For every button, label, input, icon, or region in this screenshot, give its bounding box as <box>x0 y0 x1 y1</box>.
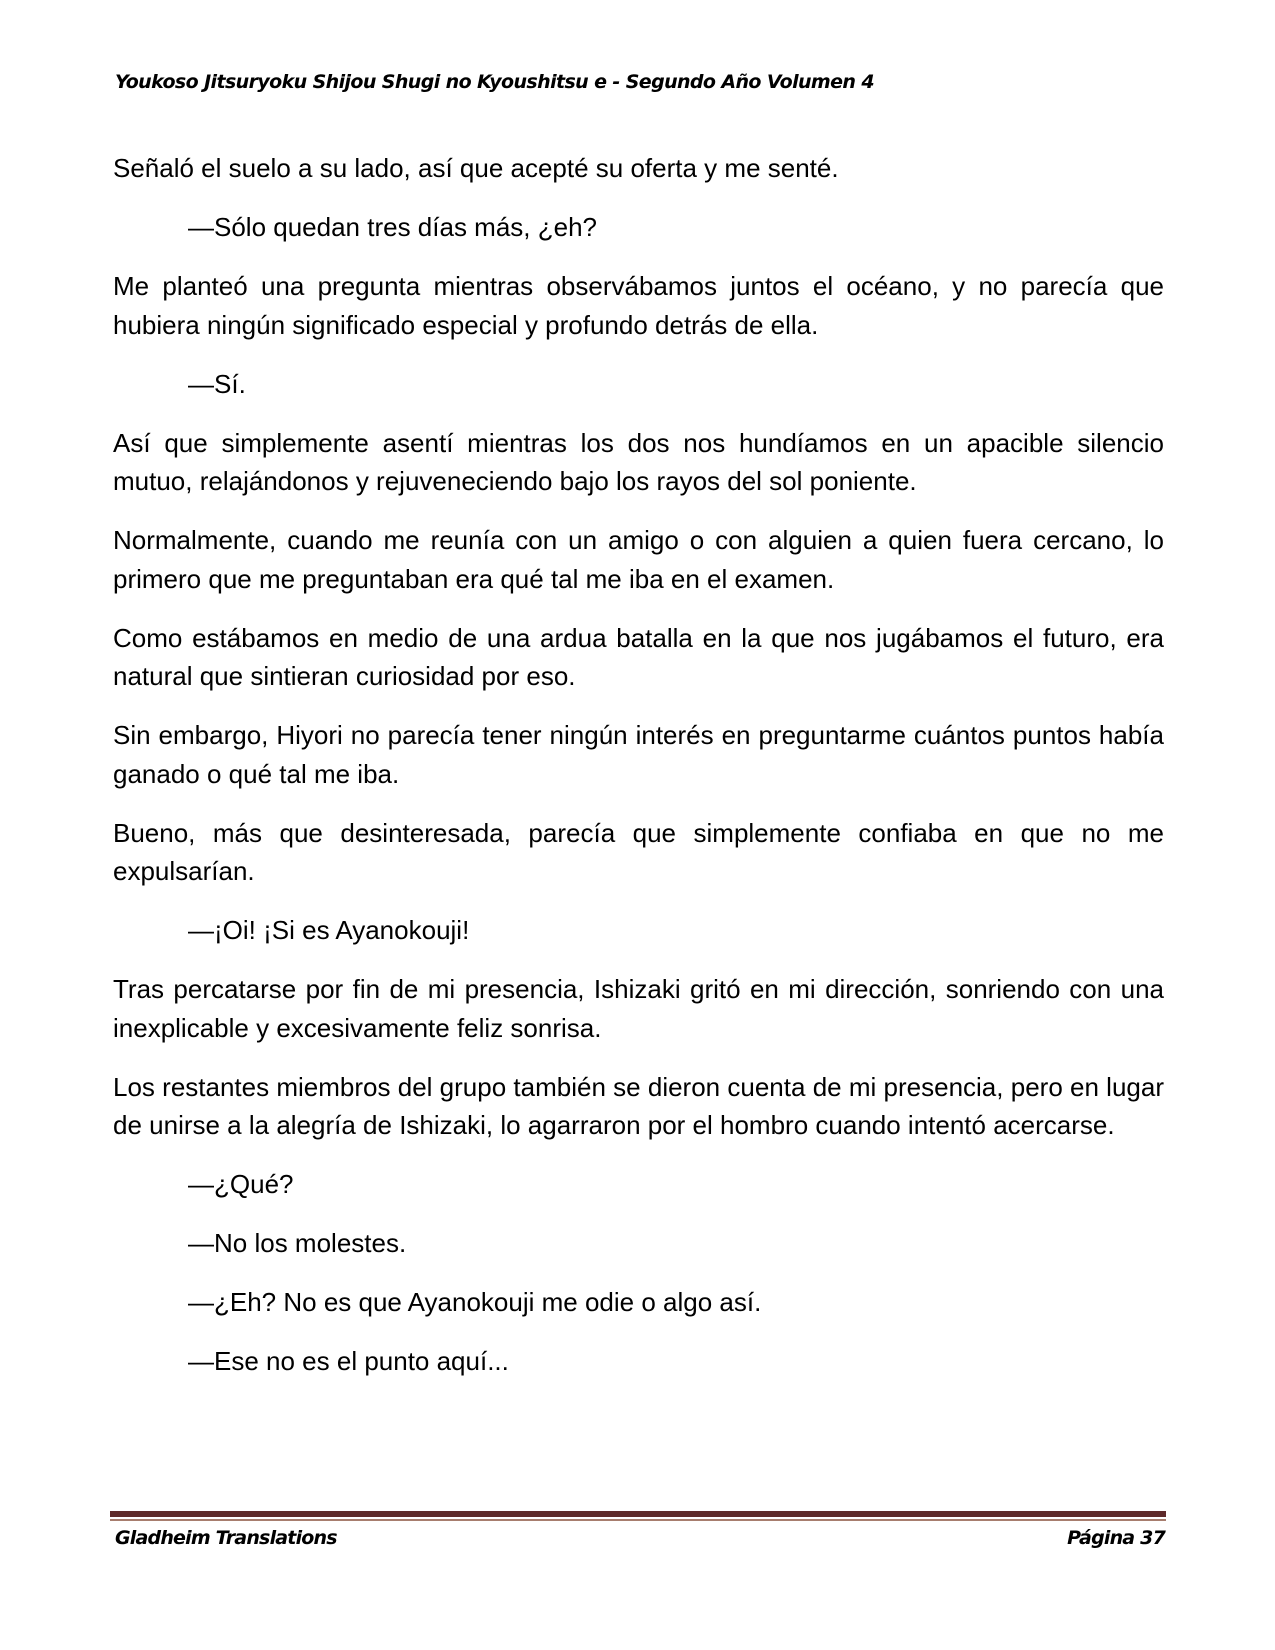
dialogue-line: —¿Eh? No es que Ayanokouji me odie o algo así. <box>188 1287 762 1317</box>
dialogue-line: —Ese no es el punto aquí... <box>188 1346 509 1376</box>
paragraph: Sin embargo, Hiyori no parecía tener ningún interés en preguntarme cuántos puntos había ganado o qué tal me iba. <box>113 720 1164 789</box>
paragraph: Como estábamos en medio de una ardua batalla en la que nos jugábamos el futuro, era natural que sintieran curiosidad por eso. <box>113 622 1164 691</box>
paragraph: Los restantes miembros del grupo también se dieron cuenta de mi presencia, pero en lugar de unirse a la alegría de Ishizaki, lo agarraron por el hombro cuando intentó acercarse. <box>113 1071 1164 1140</box>
page-body <box>113 149 1164 1401</box>
footer-publisher: Gladheim Translations <box>115 1527 337 1549</box>
paragraph: Me planteó una pregunta mientras observábamos juntos el océano, y no parecía que hubiera ningún significado especial y profundo detrás de ella. <box>113 271 1164 340</box>
paragraph: Normalmente, cuando me reunía con un amigo o con alguien a quien fuera cercano, lo primero que me preguntaban era qué tal me iba en el examen. <box>113 525 1164 594</box>
footer-page-number: Página 37 <box>1067 1527 1165 1549</box>
running-header-title: Youkoso Jitsuryoku Shijou Shugi no Kyoushitsu e - Segundo Año Volumen 4 <box>115 71 874 93</box>
dialogue-line: —¡Oi! ¡Si es Ayanokouji! <box>188 915 470 945</box>
dialogue-line: —No los molestes. <box>188 1228 407 1258</box>
paragraph: Señaló el suelo a su lado, así que acepté su oferta y me senté. <box>113 153 839 183</box>
paragraph: Bueno, más que desinteresada, parecía que simplemente confiaba en que no me expulsarían. <box>113 817 1164 886</box>
dialogue-line: —¿Qué? <box>188 1169 294 1199</box>
footer-divider-thin <box>110 1519 1166 1521</box>
footer-divider <box>110 1511 1166 1521</box>
paragraph: Así que simplemente asentí mientras los dos nos hundíamos en un apacible silencio mutuo, relajándonos y rejuveneciendo bajo los rayos del sol poniente. <box>113 427 1164 496</box>
dialogue-line: —Sí. <box>188 368 246 399</box>
dialogue-line: —Sólo quedan tres días más, ¿eh? <box>188 212 598 242</box>
paragraph: Tras percatarse por fin de mi presencia, Ishizaki gritó en mi dirección, sonriendo con una inexplicable y excesivamente feliz sonrisa. <box>113 974 1164 1043</box>
